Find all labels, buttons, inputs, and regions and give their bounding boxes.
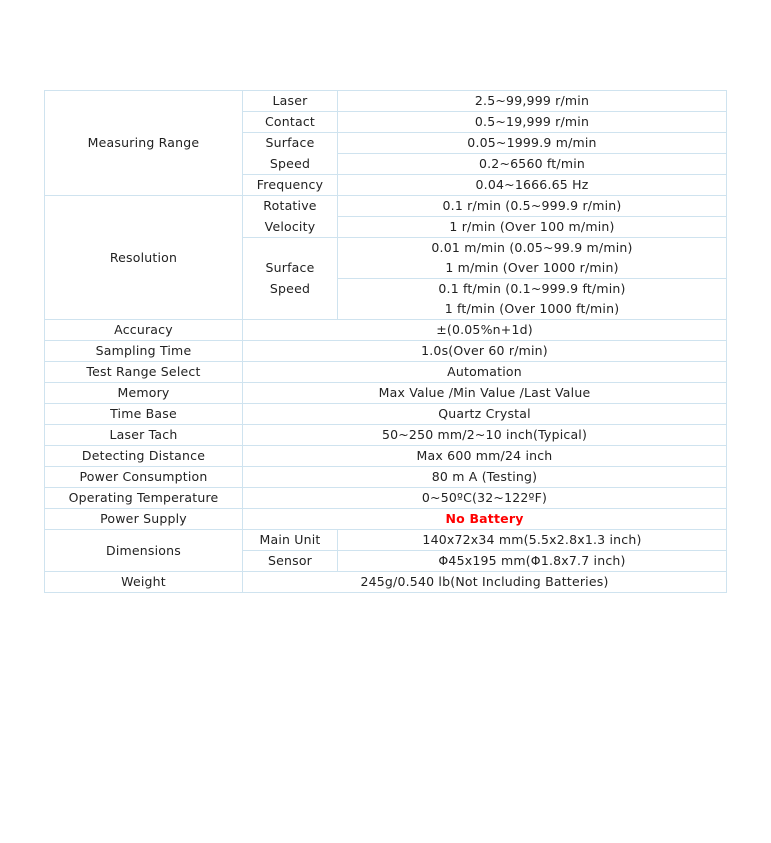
spec-sublabel: Main Unit [243,530,338,551]
spec-sublabel: Contact [243,112,338,133]
spec-value: Max 600 mm/24 inch [243,446,727,467]
spec-sublabel: Surface [243,133,338,154]
spec-label: Test Range Select [45,362,243,383]
spec-value: 0.01 m/min (0.05~99.9 m/min) [338,238,727,259]
table-row [45,383,727,404]
spec-value: 1 ft/min (Over 1000 ft/min) [338,299,727,320]
table-row [45,425,727,446]
power-supply-value: No Battery [243,509,727,530]
spec-value: 0.2~6560 ft/min [338,154,727,175]
table-row [45,196,727,217]
spec-value: 1.0s(Over 60 r/min) [243,341,727,362]
spec-table [44,90,727,593]
spec-label: Dimensions [45,530,243,572]
table-row [45,446,727,467]
spec-value: 50~250 mm/2~10 inch(Typical) [243,425,727,446]
spec-label: Operating Temperature [45,488,243,509]
spec-label: Accuracy [45,320,243,341]
spec-label: Power Consumption [45,467,243,488]
table-row [45,362,727,383]
spec-sublabel [243,196,338,238]
spec-value: 1 m/min (Over 1000 r/min) [338,258,727,279]
spec-sublabel: Sensor [243,551,338,572]
spec-value: ±(0.05%n+1d) [243,320,727,341]
spec-label: Time Base [45,404,243,425]
spec-value: 0.1 ft/min (0.1~999.9 ft/min) [338,279,727,300]
spec-sublabel: Speed [243,154,338,175]
spec-label: Sampling Time [45,341,243,362]
spec-value: 0.04~1666.65 Hz [338,175,727,196]
table-row [45,530,727,551]
spec-label: Weight [45,572,243,593]
table-row [45,404,727,425]
spec-sublabel [243,238,338,320]
spec-value: Quartz Crystal [243,404,727,425]
table-row [45,509,727,530]
spec-value: 0.1 r/min (0.5~999.9 r/min) [338,196,727,217]
spec-value: 245g/0.540 lb(Not Including Batteries) [243,572,727,593]
table-row [45,467,727,488]
table-row [45,341,727,362]
spec-sublabel-line: Surface [265,260,315,276]
spec-value: Automation [243,362,727,383]
spec-sublabel: Frequency [243,175,338,196]
table-row [45,572,727,593]
spec-label: Resolution [45,196,243,320]
spec-sublabel-line: Speed [269,280,311,296]
spec-value: 1 r/min (Over 100 m/min) [338,217,727,238]
spec-label: Memory [45,383,243,404]
spec-sublabel-line: Rotative [263,198,317,213]
spec-value: 80 m A (Testing) [243,467,727,488]
spec-sublabel-line: Velocity [264,218,316,234]
spec-sublabel: Laser [243,91,338,112]
spec-label: Power Supply [45,509,243,530]
spec-value: 0.5~19,999 r/min [338,112,727,133]
spec-value: 2.5~99,999 r/min [338,91,727,112]
table-row [45,320,727,341]
spec-value: Max Value /Min Value /Last Value [243,383,727,404]
spec-value: 0.05~1999.9 m/min [338,133,727,154]
table-row [45,488,727,509]
spec-value: Φ45x195 mm(Φ1.8x7.7 inch) [338,551,727,572]
spec-value: 140x72x34 mm(5.5x2.8x1.3 inch) [338,530,727,551]
spec-label: Detecting Distance [45,446,243,467]
spec-value: 0~50ºC(32~122ºF) [243,488,727,509]
spec-label: Measuring Range [45,91,243,196]
table-row [45,91,727,112]
spec-label: Laser Tach [45,425,243,446]
